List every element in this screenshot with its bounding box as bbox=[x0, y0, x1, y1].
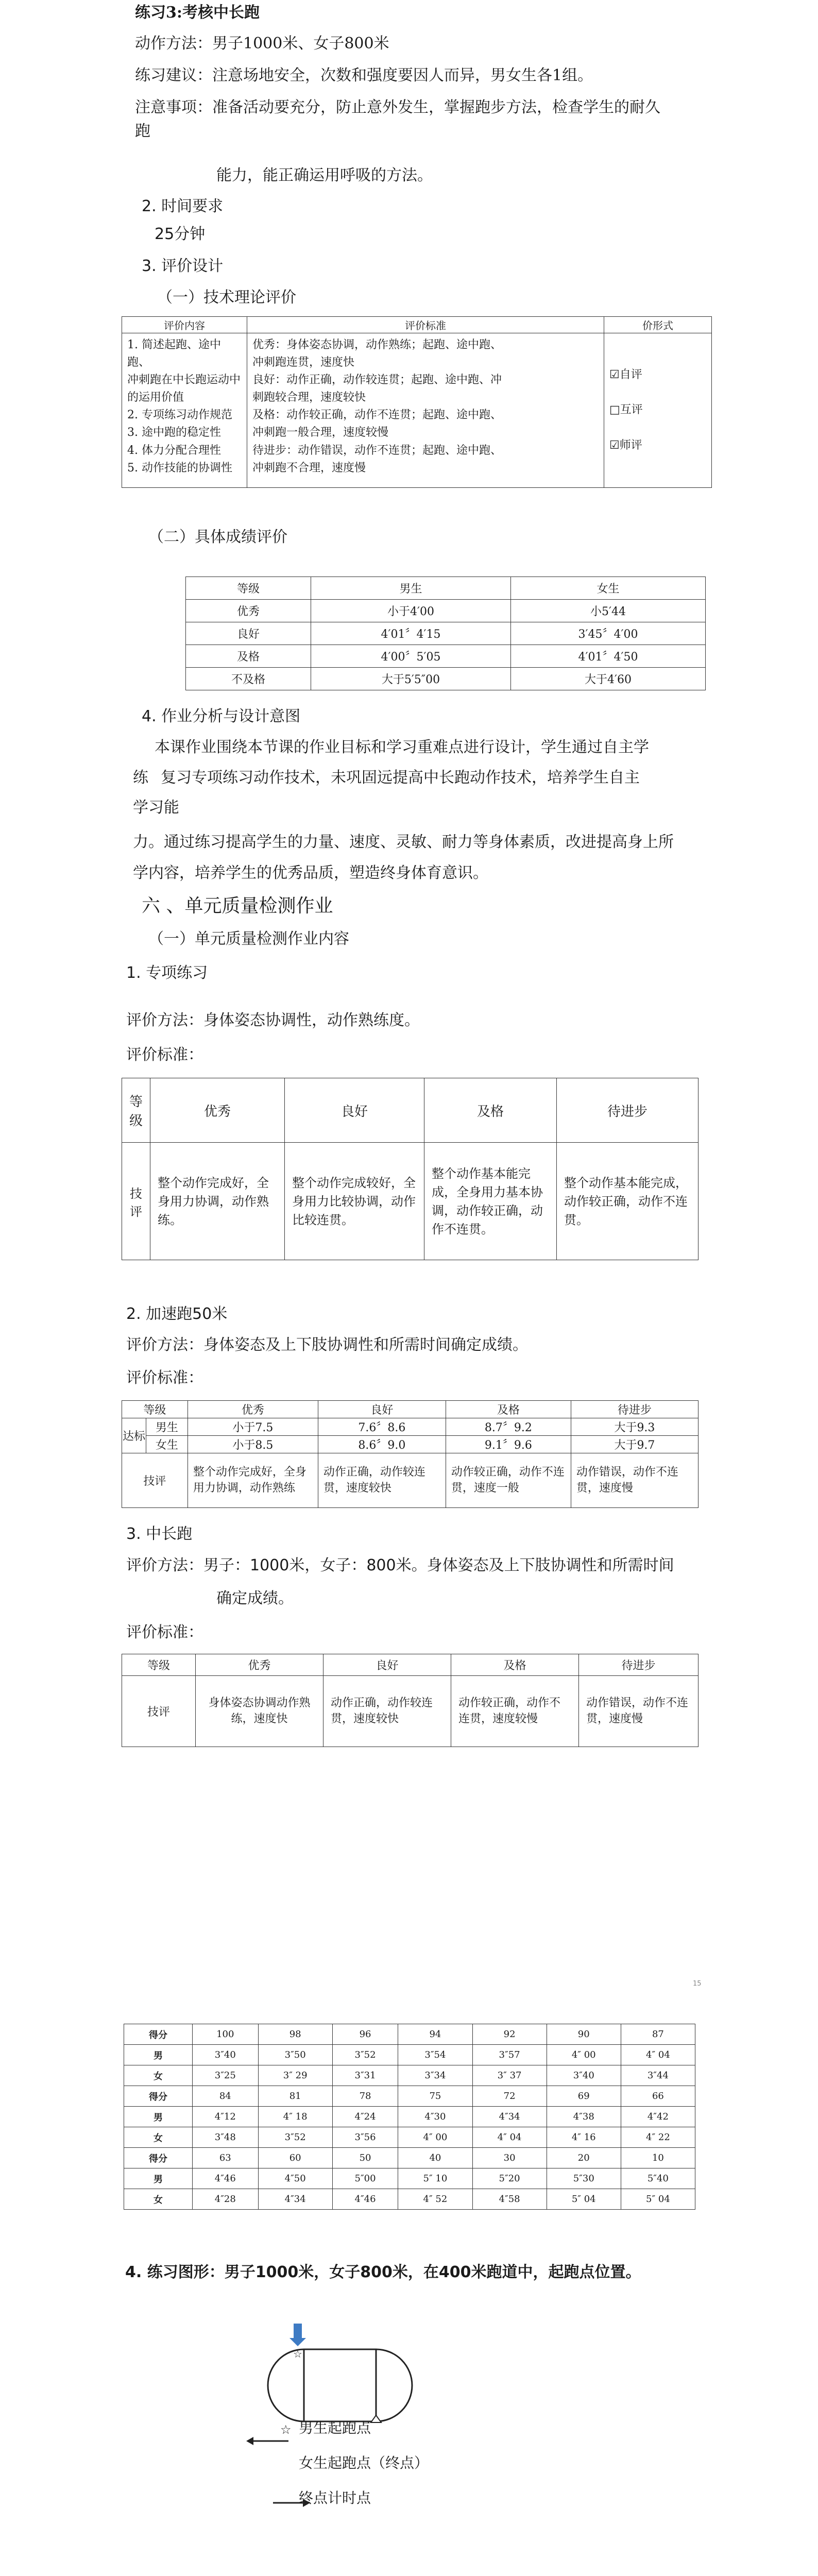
t2-male-val: 7.6〞8.6 bbox=[318, 1418, 446, 1436]
score-cell: 4″34 bbox=[258, 2189, 332, 2210]
t2-header: 优秀 bbox=[188, 1401, 318, 1418]
unit-test-heading: 六 、单元质量检测作业 bbox=[142, 895, 333, 917]
score-row-label: 得分 bbox=[124, 2148, 193, 2168]
t2-tech: 动作较正确，动作不连贯，速度一般 bbox=[446, 1453, 571, 1508]
score-cell: 4″24 bbox=[332, 2107, 398, 2127]
middle-run-heading: 3. 中长跑 bbox=[126, 1525, 193, 1543]
score-row-label: 得分 bbox=[124, 2086, 193, 2107]
t1-header: 良好 bbox=[285, 1078, 424, 1143]
t1-label: 技评 bbox=[122, 1143, 150, 1260]
theory-header-standard: 评价标准 bbox=[247, 317, 604, 333]
score-cell: 3″56 bbox=[332, 2127, 398, 2148]
score-row-label: 女 bbox=[124, 2065, 193, 2086]
t2-female-val: 8.6〞9.0 bbox=[318, 1436, 446, 1453]
analysis-p3: 学习能 bbox=[133, 799, 179, 817]
grade-male: 小于4′00 bbox=[311, 600, 511, 622]
t3-cell: 动作错误，动作不连贯，速度慢 bbox=[579, 1676, 698, 1747]
t3-cell: 身体姿态协调动作熟练，速度快 bbox=[196, 1676, 323, 1747]
t3-header: 及格 bbox=[451, 1654, 579, 1676]
t2-female-val: 小于8.5 bbox=[188, 1436, 318, 1453]
legend-male-start: 男生起跑点 bbox=[299, 2419, 371, 2436]
sprint-table bbox=[122, 1400, 698, 1508]
score-cell: 4″46 bbox=[332, 2189, 398, 2210]
score-cell: 84 bbox=[193, 2086, 259, 2107]
score-cell: 40 bbox=[398, 2148, 472, 2168]
score-cell: 3″57 bbox=[472, 2045, 547, 2065]
t2-female-val: 9.1〞9.6 bbox=[446, 1436, 571, 1453]
legend-female-start: 女生起跑点（终点） bbox=[299, 2454, 429, 2471]
star-icon: ☆ bbox=[280, 2422, 292, 2437]
score-row-label: 得分 bbox=[124, 2024, 193, 2045]
t2-header: 及格 bbox=[446, 1401, 571, 1418]
score-cell: 4″30 bbox=[398, 2107, 472, 2127]
score-row-label: 女 bbox=[124, 2189, 193, 2210]
score-cell: 5″ 04 bbox=[547, 2189, 621, 2210]
grade-male: 4′01〞4′15 bbox=[311, 622, 511, 645]
analysis-p4: 力。通过练习提高学生的力量、速度、灵敏、耐力等身体素质，改进提高身上所 bbox=[133, 833, 674, 851]
theory-eval-table bbox=[122, 316, 712, 488]
score-row-label: 女 bbox=[124, 2127, 193, 2148]
score-cell: 3″ 37 bbox=[472, 2065, 547, 2086]
t2-tech: 动作错误，动作不连贯，速度慢 bbox=[571, 1453, 698, 1508]
score-row-label: 男 bbox=[124, 2168, 193, 2189]
exercise3-title: 练习3:考核中长跑 bbox=[135, 4, 260, 22]
score-cell: 3″52 bbox=[258, 2127, 332, 2148]
theory-eval-heading: （一）技术理论评价 bbox=[157, 289, 296, 307]
t1-improve: 整个动作基本能完成，动作较正确，动作不连贯。 bbox=[557, 1143, 698, 1260]
score-cell: 4″ 04 bbox=[472, 2127, 547, 2148]
star-icon: ☆ bbox=[293, 2348, 302, 2360]
score-cell: 4″28 bbox=[193, 2189, 259, 2210]
theory-standard-cell: 优秀：身体姿态协调，动作熟练；起跑、途中跑、 冲刺跑连贯，速度快 良好：动作正确，动作较连贯；起跑、途中跑、冲 刺跑较合理，速度较快 及格：动作较正确，动作不连贯；起跑、途中跑、 冲刺跑一般合理，速度较慢 待进步：动作错误，动作不连贯；起跑、途中跑、 冲刺跑不合理，速度慢 bbox=[247, 333, 604, 488]
score-cell: 3″40 bbox=[193, 2045, 259, 2065]
t1-pass: 整个动作基本能完成，全身用力基本协调，动作较正确，动作不连贯。 bbox=[424, 1143, 557, 1260]
down-arrow-icon bbox=[294, 2324, 302, 2338]
exercise-advice: 练习建议：注意场地安全，次数和强度要因人而异，男女生各1组。 bbox=[135, 66, 593, 84]
score-cell: 100 bbox=[193, 2024, 259, 2045]
t2-header: 待进步 bbox=[571, 1401, 698, 1418]
analysis-heading: 4. 作业分析与设计意图 bbox=[142, 707, 301, 725]
score-cell: 81 bbox=[258, 2086, 332, 2107]
t1-header: 待进步 bbox=[557, 1078, 698, 1143]
score-cell: 3″40 bbox=[547, 2065, 621, 2086]
section-time-heading: 2. 时间要求 bbox=[142, 197, 224, 215]
peer-eval-checkbox[interactable]: □互评 bbox=[609, 403, 643, 417]
left-arrow-icon bbox=[246, 2437, 253, 2445]
score-cell: 4″ 52 bbox=[398, 2189, 472, 2210]
score-cell: 50 bbox=[332, 2148, 398, 2168]
score-cell: 90 bbox=[547, 2024, 621, 2045]
special-practice-method: 评价方法：身体姿态协调性，动作熟练度。 bbox=[126, 1011, 420, 1029]
score-cell: 4″58 bbox=[472, 2189, 547, 2210]
score-cell: 63 bbox=[193, 2148, 259, 2168]
section-eval-heading: 3. 评价设计 bbox=[142, 257, 224, 275]
score-cell: 72 bbox=[472, 2086, 547, 2107]
score-cell: 4″ 18 bbox=[258, 2107, 332, 2127]
t2-male-label: 男生 bbox=[146, 1418, 188, 1436]
grade-female: 小5′44 bbox=[511, 600, 706, 622]
t2-label: 达标 bbox=[122, 1418, 146, 1453]
t2-male-val: 8.7〞9.2 bbox=[446, 1418, 571, 1436]
page-number: 15 bbox=[693, 1980, 702, 1988]
score-cell: 3″31 bbox=[332, 2065, 398, 2086]
score-cell: 5″40 bbox=[621, 2168, 695, 2189]
score-cell: 66 bbox=[621, 2086, 695, 2107]
precautions-line1: 注意事项：准备活动要充分，防止意外发生，掌握跑步方法，检查学生的耐久 bbox=[135, 98, 660, 116]
grade-label: 不及格 bbox=[186, 668, 311, 690]
special-practice-table bbox=[122, 1078, 698, 1260]
sprint-heading: 2. 加速跑50米 bbox=[126, 1305, 228, 1323]
t2-tech: 整个动作完成好，全身用力协调，动作熟练 bbox=[188, 1453, 318, 1508]
running-track bbox=[268, 2349, 412, 2421]
t3-cell: 动作正确，动作较连贯，速度较快 bbox=[323, 1676, 451, 1747]
grade-female: 大于4′60 bbox=[511, 668, 706, 690]
unit-test-content-heading: （一）单元质量检测作业内容 bbox=[148, 930, 349, 948]
score-cell: 3″50 bbox=[258, 2045, 332, 2065]
middle-run-table bbox=[122, 1654, 698, 1747]
score-cell: 3″48 bbox=[193, 2127, 259, 2148]
time-value: 25分钟 bbox=[155, 225, 206, 243]
legend-timing: 终点计时点 bbox=[299, 2489, 371, 2506]
score-cell: 4″ 00 bbox=[547, 2045, 621, 2065]
action-method: 动作方法：男子1000米、女子800米 bbox=[135, 35, 389, 53]
t1-header: 等级 bbox=[122, 1078, 150, 1143]
t1-header: 优秀 bbox=[150, 1078, 285, 1143]
grade-label: 优秀 bbox=[186, 600, 311, 622]
analysis-p1: 本课作业围绕本节课的作业目标和学习重难点进行设计，学生通过自主学 bbox=[155, 738, 649, 756]
score-cell: 4″ 04 bbox=[621, 2045, 695, 2065]
score-cell: 4″12 bbox=[193, 2107, 259, 2127]
t2-female-label: 女生 bbox=[146, 1436, 188, 1453]
down-arrow-icon bbox=[289, 2338, 306, 2346]
grades-table bbox=[185, 577, 706, 690]
score-cell: 5″ 10 bbox=[398, 2168, 472, 2189]
grades-header: 女生 bbox=[511, 577, 706, 600]
score-cell: 5″30 bbox=[547, 2168, 621, 2189]
score-cell: 5″00 bbox=[332, 2168, 398, 2189]
score-cell: 75 bbox=[398, 2086, 472, 2107]
teacher-eval-checkbox[interactable]: ☑师评 bbox=[609, 438, 642, 452]
track-diagram-heading: 4. 练习图形：男子1000米，女子800米，在400米跑道中，起跑点位置。 bbox=[125, 2263, 641, 2281]
score-cell: 3″54 bbox=[398, 2045, 472, 2065]
score-cell: 3″25 bbox=[193, 2065, 259, 2086]
analysis-p2a: 练 bbox=[133, 769, 148, 787]
t1-excellent: 整个动作完成好，全身用力协调，动作熟练。 bbox=[150, 1143, 285, 1260]
t3-header: 优秀 bbox=[196, 1654, 323, 1676]
score-cell: 4″38 bbox=[547, 2107, 621, 2127]
grades-header: 等级 bbox=[186, 577, 311, 600]
t3-header: 待进步 bbox=[579, 1654, 698, 1676]
score-cell: 3″44 bbox=[621, 2065, 695, 2086]
analysis-p2b: 复习专项练习动作技术，未巩固远提高中长跑动作技术，培养学生自主 bbox=[161, 769, 640, 787]
score-cell: 60 bbox=[258, 2148, 332, 2168]
score-cell: 30 bbox=[472, 2148, 547, 2168]
score-cell: 10 bbox=[621, 2148, 695, 2168]
grade-male: 4′00〞5′05 bbox=[311, 645, 511, 668]
triangle-marker-icon bbox=[371, 2415, 381, 2422]
theory-form-cell bbox=[604, 333, 712, 488]
theory-header-form: 价形式 bbox=[604, 317, 712, 333]
theory-header-content: 评价内容 bbox=[122, 317, 247, 333]
grade-male: 大于5′5″00 bbox=[311, 668, 511, 690]
middle-run-standard: 评价标准： bbox=[126, 1623, 203, 1641]
score-cell: 4″42 bbox=[621, 2107, 695, 2127]
score-cell: 92 bbox=[472, 2024, 547, 2045]
score-cell: 96 bbox=[332, 2024, 398, 2045]
grade-label: 及格 bbox=[186, 645, 311, 668]
t1-header: 及格 bbox=[424, 1078, 557, 1143]
score-cell: 69 bbox=[547, 2086, 621, 2107]
score-cell: 78 bbox=[332, 2086, 398, 2107]
score-cell: 3″34 bbox=[398, 2065, 472, 2086]
score-cell: 94 bbox=[398, 2024, 472, 2045]
sprint-method: 评价方法：身体姿态及上下肢协调性和所需时间确定成绩。 bbox=[126, 1336, 528, 1354]
score-cell: 87 bbox=[621, 2024, 695, 2045]
score-cell: 4″ 00 bbox=[398, 2127, 472, 2148]
score-cell: 3″ 29 bbox=[258, 2065, 332, 2086]
grades-header: 男生 bbox=[311, 577, 511, 600]
special-practice-heading: 1. 专项练习 bbox=[126, 964, 208, 982]
t2-male-val: 小于7.5 bbox=[188, 1418, 318, 1436]
special-practice-standard: 评价标准： bbox=[126, 1046, 203, 1064]
sprint-standard: 评价标准： bbox=[126, 1369, 203, 1387]
score-cell: 98 bbox=[258, 2024, 332, 2045]
grade-female: 4′01〞4′50 bbox=[511, 645, 706, 668]
t3-header: 等级 bbox=[122, 1654, 196, 1676]
t3-cell: 动作较正确，动作不连贯，速度较慢 bbox=[451, 1676, 579, 1747]
score-cell: 4″ 16 bbox=[547, 2127, 621, 2148]
score-cell: 4″ 22 bbox=[621, 2127, 695, 2148]
score-cell: 3″52 bbox=[332, 2045, 398, 2065]
score-cell: 5″20 bbox=[472, 2168, 547, 2189]
grade-label: 良好 bbox=[186, 622, 311, 645]
t3-header: 良好 bbox=[323, 1654, 451, 1676]
score-row-label: 男 bbox=[124, 2107, 193, 2127]
middle-run-method1: 评价方法：男子：1000米，女子：800米。身体姿态及上下肢协调性和所需时间 bbox=[126, 1556, 674, 1574]
t2-tech-label: 技评 bbox=[122, 1453, 188, 1508]
score-table bbox=[124, 2024, 695, 2210]
t3-label: 技评 bbox=[122, 1676, 196, 1747]
t2-male-val: 大于9.3 bbox=[571, 1418, 698, 1436]
t2-tech: 动作正确，动作较连贯，速度较快 bbox=[318, 1453, 446, 1508]
score-cell: 4″46 bbox=[193, 2168, 259, 2189]
score-cell: 20 bbox=[547, 2148, 621, 2168]
precautions-line3: 能力，能正确运用呼吸的方法。 bbox=[216, 166, 433, 184]
self-eval-checkbox[interactable]: ☑自评 bbox=[609, 368, 642, 382]
t2-header: 良好 bbox=[318, 1401, 446, 1418]
middle-run-method2: 确定成绩。 bbox=[216, 1589, 294, 1607]
score-row-label: 男 bbox=[124, 2045, 193, 2065]
precautions-line2: 跑 bbox=[135, 122, 150, 140]
score-cell: 5″ 04 bbox=[621, 2189, 695, 2210]
score-eval-heading: （二）具体成绩评价 bbox=[148, 528, 287, 546]
t1-good: 整个动作完成较好，全身用力比较协调，动作比较连贯。 bbox=[285, 1143, 424, 1260]
t2-header: 等级 bbox=[122, 1401, 188, 1418]
analysis-p5: 学内容，培养学生的优秀品质，塑造终身体育意识。 bbox=[133, 864, 488, 882]
score-cell: 4″34 bbox=[472, 2107, 547, 2127]
theory-content-cell: 1. 简述起跑、途中跑、 冲刺跑在中长跑运动中 的运用价值 2. 专项练习动作规范 3. 途中跑的稳定性 4. 体力分配合理性 5. 动作技能的协调性 bbox=[122, 333, 247, 488]
t2-female-val: 大于9.7 bbox=[571, 1436, 698, 1453]
score-cell: 4″50 bbox=[258, 2168, 332, 2189]
grade-female: 3′45〞4′00 bbox=[511, 622, 706, 645]
